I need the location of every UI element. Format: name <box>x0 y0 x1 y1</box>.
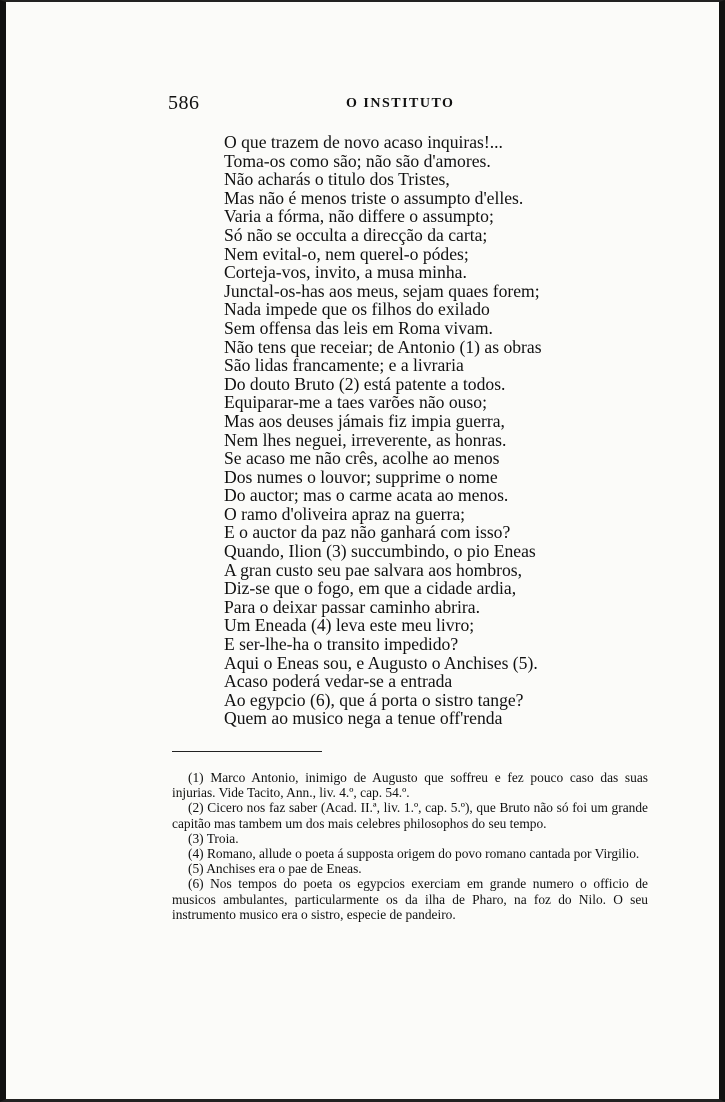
poem-line: Quando, Ilion (3) succumbindo, o pio Eneas <box>224 541 536 562</box>
poem-line: Mas aos deuses jámais fiz impia guerra, <box>224 410 505 431</box>
poem-line: Equiparar-me a taes varões não ouso; <box>224 392 487 413</box>
poem-line: Toma-os como são; não são d'amores. <box>224 150 491 171</box>
poem-line: Acaso poderá vedar-se a entrada <box>224 671 453 692</box>
poem-line: E o auctor da paz não ganhará com isso? <box>224 522 511 543</box>
poem-line: Não acharás o titulo dos Tristes, <box>224 169 450 190</box>
poem-line: Do douto Bruto (2) está patente a todos. <box>224 373 506 394</box>
poem-line: Nada impede que os filhos do exilado <box>224 299 490 320</box>
footnote: (5) Anchises era o pae de Eneas. <box>188 861 362 877</box>
poem-line: O ramo d'oliveira apraz na guerra; <box>224 503 466 524</box>
running-title: O INSTITUTO <box>346 96 455 111</box>
poem-line: Ao egypcio (6), que á porta o sistro tange? <box>224 689 524 710</box>
poem-line: Se acaso me não crês, acolhe ao menos <box>224 448 500 469</box>
page-header <box>168 92 659 118</box>
poem-line: Não tens que receiar; de Antonio (1) as obras <box>224 336 542 357</box>
poem-line: Um Eneada (4) leva este meu livro; <box>224 615 475 636</box>
poem-line: Corteja-vos, invito, a musa minha. <box>224 262 467 283</box>
poem-line: Do auctor; mas o carme acata ao menos. <box>224 485 509 506</box>
poem-line: A gran custo seu pae salvara aos hombros, <box>224 559 523 580</box>
poem-line: E ser-lhe-ha o transito impedido? <box>224 634 459 655</box>
poem-line: Dos numes o louvor; supprime o nome <box>224 466 498 487</box>
poem-line: São lidas francamente; e a livraria <box>224 355 464 376</box>
poem-line: Nem lhes neguei, irreverente, as honras. <box>224 429 507 450</box>
poem-line: Junctal-os-has aos meus, sejam quaes forem; <box>224 280 540 301</box>
footnote: (2) Cicero nos faz saber (Acad. II.ª, liv. 1.º, cap. 5.º), que Bruto não só foi um grande capitão mas tambem um dos mais celebres philosophos do seu tempo. <box>172 800 648 831</box>
poem-line: Sem offensa das leis em Roma vivam. <box>224 317 493 338</box>
poem-line: O que trazem de novo acaso inquiras!... <box>224 132 503 152</box>
poem-line: Para o deixar passar caminho abrira. <box>224 596 480 617</box>
footnote-separator <box>172 751 322 752</box>
poem-line: Mas não é menos triste o assumpto d'elles. <box>224 187 524 208</box>
poem-body <box>224 133 624 728</box>
footnote: (1) Marco Antonio, inimigo de Augusto que soffreu e fez pouco caso das suas injurias. Vide Tacito, Ann., liv. 4.º, cap. 54.º. <box>172 770 648 801</box>
footnote: (3) Troia. <box>188 830 239 846</box>
poem-line: Varia a fórma, não differe o assumpto; <box>224 206 494 227</box>
page-number: 586 <box>168 92 200 114</box>
poem-line: Diz-se que o fogo, em que a cidade ardia, <box>224 578 517 599</box>
poem-line: Aqui o Eneas sou, e Augusto o Anchises (5). <box>224 652 538 673</box>
footnote: (6) Nos tempos do poeta os egypcios exerciam em grande numero o officio de musicos ambulantes, particularmente os da ilha de Pharo, na foz do Nilo. O seu instrumento musico era o sistro, especie de pandeiro. <box>172 876 648 922</box>
footnotes <box>172 770 648 922</box>
footnote: (4) Romano, allude o poeta á supposta origem do povo romano cantada por Virgilio. <box>188 846 640 862</box>
poem-line: Quem ao musico nega a tenue off'renda <box>224 708 503 729</box>
poem-line: Só não se occulta a direcção da carta; <box>224 224 488 245</box>
poem-line: Nem evital-o, nem querel-o pódes; <box>224 243 469 264</box>
